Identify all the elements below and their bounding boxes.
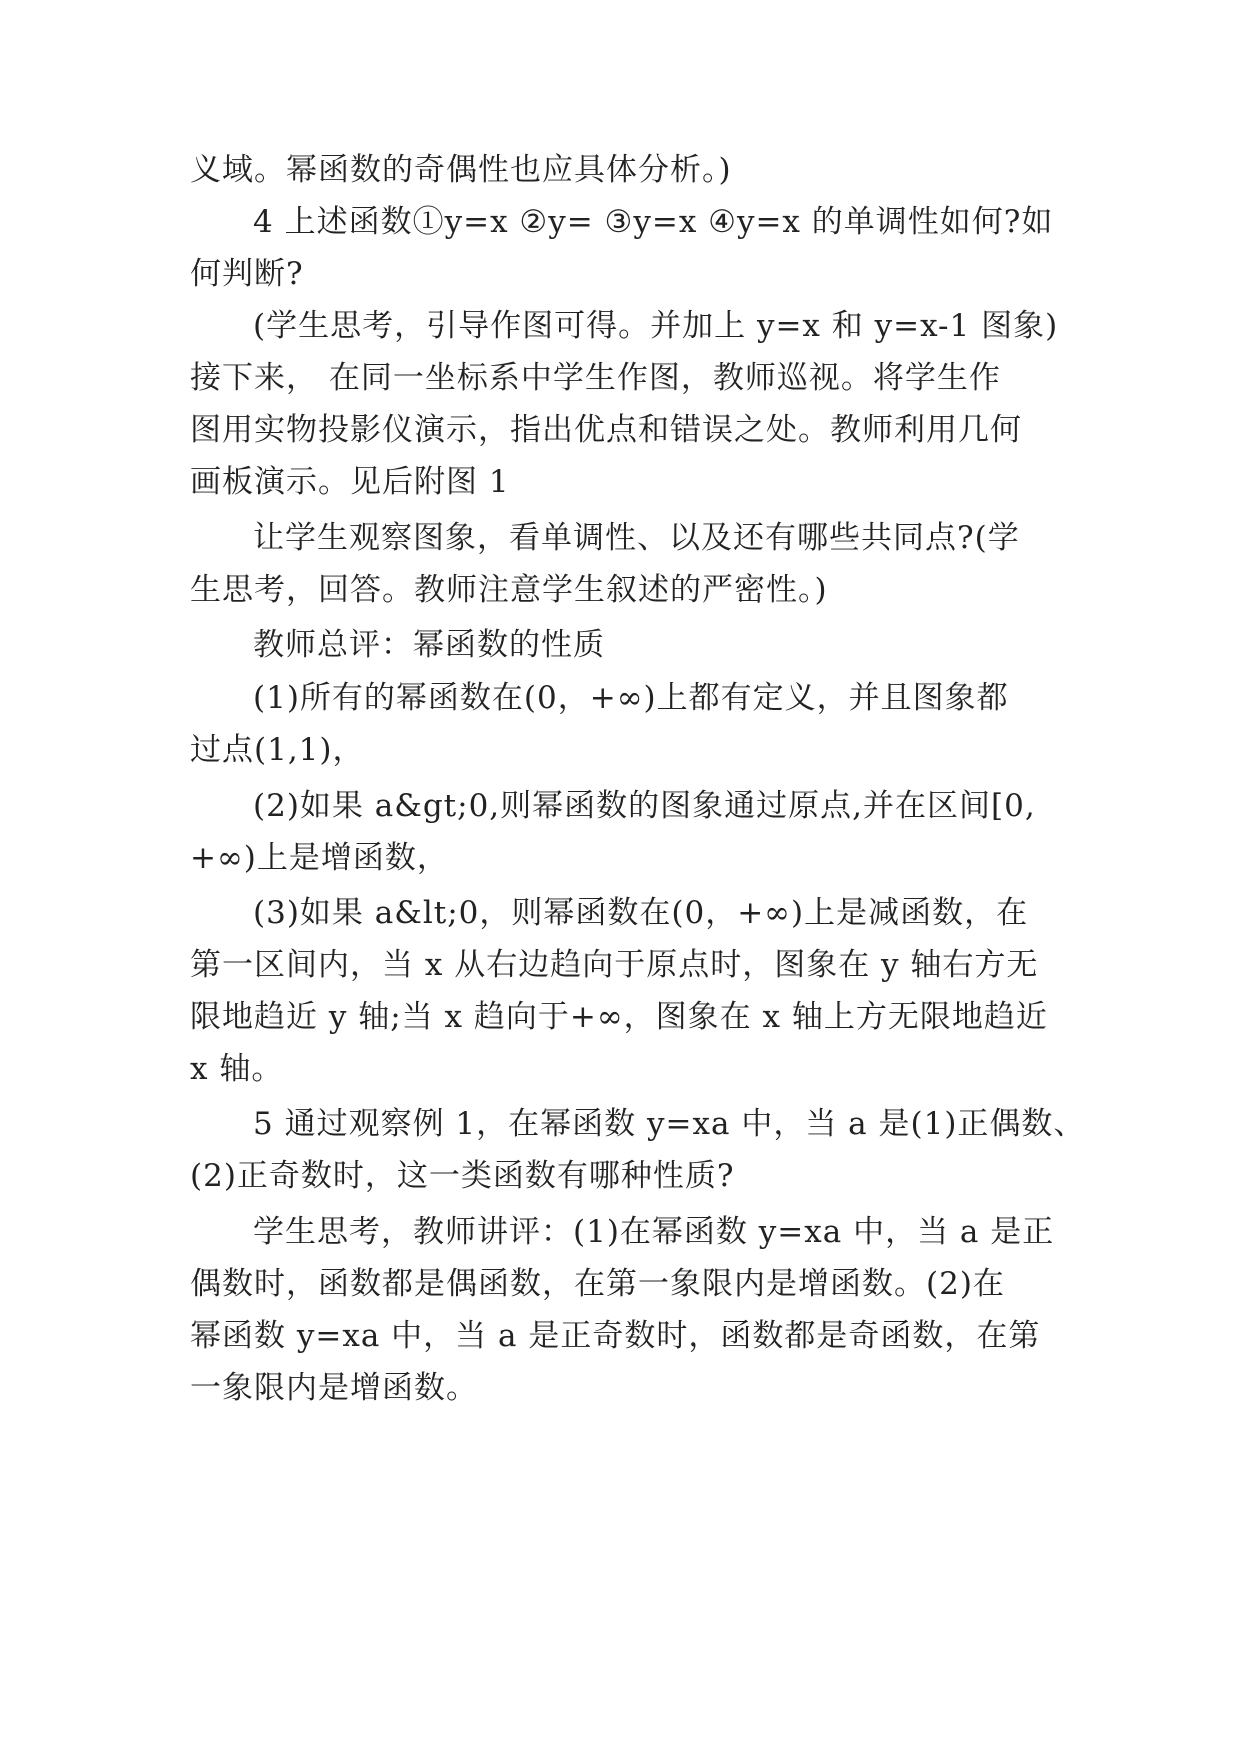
text-line: 过点(1,1)，	[190, 732, 365, 768]
text-line: +∞)上是增函数，	[190, 840, 449, 876]
text-line: 偶数时，函数都是偶函数，在第一象限内是增函数。(2)在	[190, 1266, 1005, 1302]
text-line: 接下来， 在同一坐标系中学生作图，教师巡视。将学生作	[190, 360, 1001, 396]
text-line: 限地趋近 y 轴;当 x 趋向于+∞，图象在 x 轴上方无限地趋近	[190, 999, 1048, 1035]
text-line: (3)如果 a&lt;0，则幂函数在(0，+∞)上是减函数，在	[253, 895, 1029, 931]
text-line: 画板演示。见后附图 1	[190, 464, 510, 500]
text-line: (学生思考，引导作图可得。并加上 y=x 和 y=x-1 图象)	[253, 308, 1059, 344]
text-line: 让学生观察图象，看单调性、以及还有哪些共同点?(学	[253, 520, 1020, 556]
text-line: 教师总评：幂函数的性质	[253, 627, 605, 663]
text-line: 何判断?	[190, 256, 304, 292]
text-line: 幂函数 y=xa 中，当 a 是正奇数时，函数都是奇函数，在第	[190, 1318, 1041, 1354]
text-line: (2)正奇数时，这一类函数有哪种性质?	[190, 1158, 735, 1194]
text-line: x 轴。	[190, 1051, 284, 1087]
text-line: (2)如果 a&gt;0,则幂函数的图象通过原点,并在区间[0,	[253, 788, 1036, 824]
text-line: (1)所有的幂函数在(0，+∞)上都有定义，并且图象都	[253, 680, 1009, 716]
text-line: 学生思考，教师讲评：(1)在幂函数 y=xa 中，当 a 是正	[253, 1214, 1055, 1250]
text-line: 义域。幂函数的奇偶性也应具体分析。)	[190, 152, 732, 188]
text-line: 4 上述函数①y=x ②y= ③y=x ④y=x 的单调性如何?如	[253, 204, 1054, 240]
text-line: 第一区间内，当 x 从右边趋向于原点时，图象在 y 轴右方无	[190, 947, 1039, 983]
text-line: 一象限内是增函数。	[190, 1370, 478, 1406]
text-line: 生思考，回答。教师注意学生叙述的严密性。)	[190, 572, 828, 608]
text-line: 5 通过观察例 1，在幂函数 y=xa 中，当 a 是(1)正偶数、	[253, 1106, 1086, 1142]
text-line: 图用实物投影仪演示，指出优点和错误之处。教师利用几何	[190, 412, 1022, 448]
